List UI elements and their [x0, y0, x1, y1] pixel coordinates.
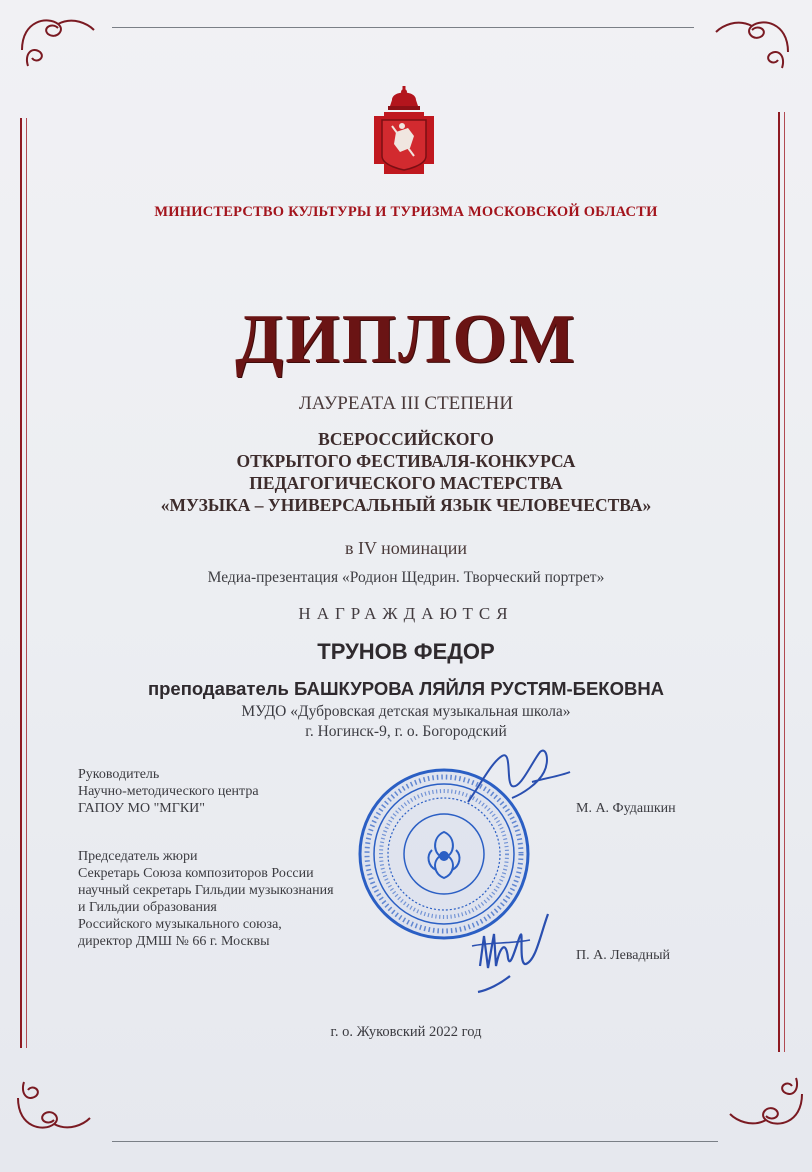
signatory-1-name: М. А. Фудашкин: [576, 801, 676, 816]
signature-fudashkin: [462, 742, 572, 812]
position-line: директор ДМШ № 66 г. Москвы: [78, 934, 270, 949]
position-line: ГАПОУ МО "МГКИ": [78, 801, 206, 816]
laureate-degree: ЛАУРЕАТА III СТЕПЕНИ: [298, 393, 514, 414]
moscow-oblast-coat-of-arms: [370, 86, 438, 180]
contest-name: [0, 428, 812, 516]
school-info: [0, 702, 812, 742]
contest-line: «МУЗЫКА – УНИВЕРСАЛЬНЫЙ ЯЗЫК ЧЕЛОВЕЧЕСТВА»: [160, 495, 652, 515]
diploma-title: ДИПЛОМ: [235, 301, 577, 378]
school-name: МУДО «Дубровская детская музыкальная школа»: [241, 703, 571, 720]
position-line: научный секретарь Гильдии музыкознания: [78, 883, 334, 898]
work-title: Медиа-презентация «Родион Щедрин. Творческий портрет»: [207, 569, 605, 586]
signatory-1-position: [78, 766, 259, 817]
corner-ornament-top-right: [714, 12, 792, 72]
position-line: Председатель жюри: [78, 849, 198, 864]
position-line: Научно-методического центра: [78, 784, 259, 799]
ministry-name: МИНИСТЕРСТВО КУЛЬТУРЫ И ТУРИЗМА МОСКОВСКОЙ ОБЛАСТИ: [154, 204, 658, 220]
contest-line: ВСЕРОССИЙСКОГО: [318, 429, 494, 449]
awarded-label: НАГРАЖДАЮТСЯ: [298, 604, 514, 623]
position-line: Секретарь Союза композиторов России: [78, 866, 314, 881]
frame-top-line: [112, 27, 694, 28]
frame-bottom-line: [112, 1141, 718, 1142]
school-location: г. Ногинск-9, г. о. Богородский: [305, 723, 507, 740]
teacher-name: преподаватель БАШКУРОВА ЛЯЙЛЯ РУСТЯМ-БЕКОВНА: [147, 678, 665, 699]
place-and-year: г. о. Жуковский 2022 год: [330, 1024, 482, 1040]
position-line: Российского музыкального союза,: [78, 917, 282, 932]
signature-levadny: [470, 906, 560, 996]
signatory-2-position: [78, 848, 334, 950]
corner-ornament-bottom-right: [728, 1074, 806, 1134]
student-name: ТРУНОВ ФЕДОР: [317, 639, 495, 664]
position-line: Руководитель: [78, 767, 160, 782]
corner-ornament-bottom-left: [14, 1078, 92, 1138]
nomination: в IV номинации: [344, 538, 467, 558]
contest-line: ОТКРЫТОГО ФЕСТИВАЛЯ-КОНКУРСА: [236, 451, 576, 471]
corner-ornament-top-left: [18, 10, 96, 70]
position-line: и Гильдии образования: [78, 900, 217, 915]
signatory-2-name: П. А. Левадный: [576, 948, 670, 963]
contest-line: ПЕДАГОГИЧЕСКОГО МАСТЕРСТВА: [249, 473, 563, 493]
